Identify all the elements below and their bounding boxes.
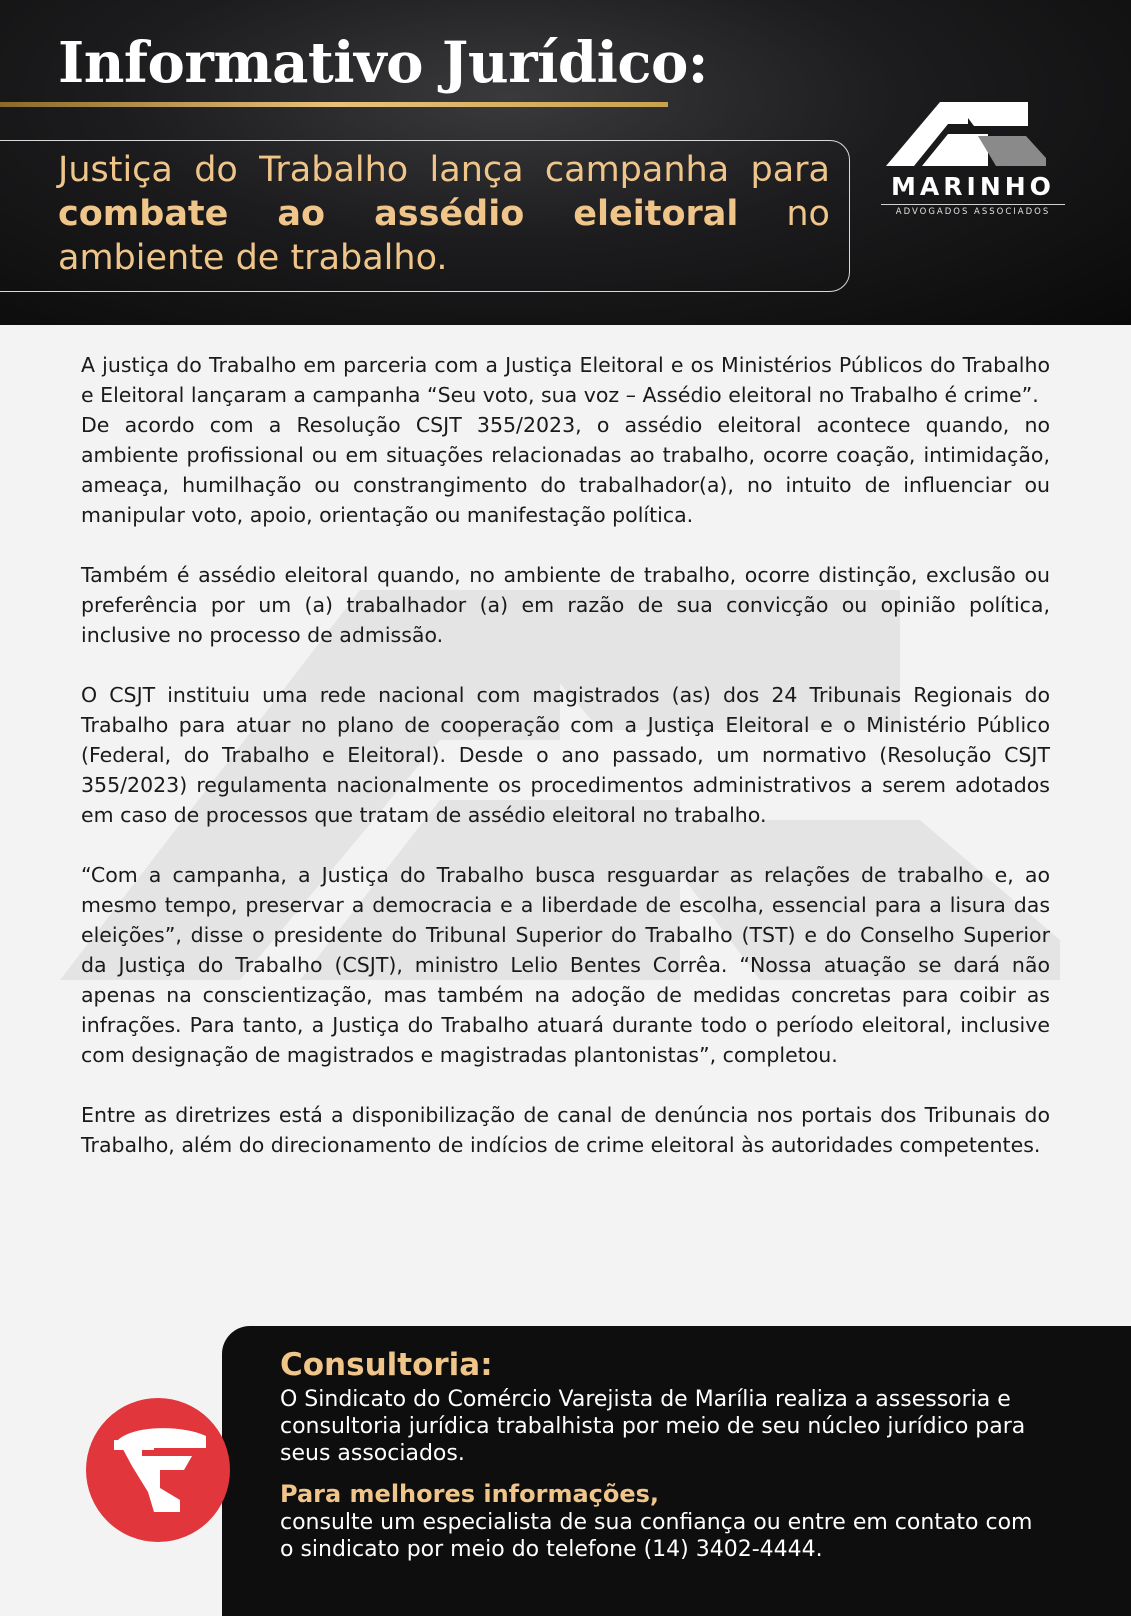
info-body: consulte um especialista de sua confiança ou entre em contato com o sindicato por meio do telefone (14) 3402-4444.	[280, 1510, 1033, 1562]
paragraph-campaign: A justiça do Trabalho em parceria com a Justiça Eleitoral e os Ministérios Públicos do Trabalho e Eleitoral lançaram a campanha “Seu voto, sua voz – Assédio eleitoral no Trabalho é crime”.	[81, 353, 1050, 407]
paragraph-definition: De acordo com a Resolução CSJT 355/2023, o assédio eleitoral acontece quando, no ambiente profissional ou em situações relacionadas ao trabalho, ocorre coação, intimidação, ameaça, humilhação ou constrangimento do trabalhador(a), no intuito de influenciar ou manipular voto, apoio, orientação ou manifestação política.	[81, 413, 1050, 527]
page-title: Informativo Jurídico:	[58, 30, 708, 96]
gold-divider	[0, 102, 668, 107]
info-title: Para melhores informações,	[280, 1480, 660, 1508]
footer-content	[280, 1346, 1050, 1563]
paragraph-guidelines: Entre as diretrizes está a disponibilização de canal de denúncia nos portais dos Tribunais do Trabalho, além do direcionamento de indícios de crime eleitoral às autoridades competentes.	[81, 1103, 1050, 1157]
header-banner	[0, 0, 1131, 325]
paragraph-distinction: Também é assédio eleitoral quando, no ambiente de trabalho, ocorre distinção, exclusão ou preferência por um (a) trabalhador (a) em razão de sua convicção ou opinião política, inclusive no processo de admissão.	[81, 563, 1050, 647]
headline	[58, 148, 830, 280]
paragraph-quote: “Com a campanha, a Justiça do Trabalho busca resguardar as relações de trabalho e, ao mesmo tempo, preservar a democracia e a liberdade de escolha, essencial para a lisura das eleições”, disse o presidente do Tribunal Superior do Trabalho (TST) e do Conselho Superior da Justiça do Trabalho (CSJT), ministro Lelio Bentes Corrêa. “Nossa atuação se dará não apenas na conscientização, mas também na adoção de medidas concretas para coibir as infrações. Para tanto, a Justiça do Trabalho atuará durante todo o período eleitoral, inclusive com designação de magistrados e magistradas plantonistas”, completou.	[81, 863, 1050, 1067]
consultoria-body: O Sindicato do Comércio Varejista de Marília realiza a assessoria e consultoria jurídica trabalhista por meio de seu núcleo jurídico para seus associados.	[280, 1387, 1026, 1466]
paragraph-network: O CSJT instituiu uma rede nacional com magistrados (as) dos 24 Tribunais Regionais do Trabalho para atuar no plano de cooperação com a Justiça Eleitoral e o Ministério Público (Federal, do Trabalho e Eleitoral). Desde o ano passado, um normativo (Resolução CSJT 355/2023) regulamenta nacionalmente os procedimentos administrativos a serem adotados em caso de processos que tratam de assédio eleitoral no trabalho.	[81, 683, 1050, 827]
logo-subtitle: ADVOGADOS ASSOCIADOS	[895, 207, 1051, 217]
logo-name: MARINHO	[891, 172, 1055, 201]
logo-divider	[881, 204, 1065, 205]
headline-bold: combate ao assédio eleitoral	[58, 194, 739, 234]
headline-part2: no ambiente de trabalho.	[58, 194, 830, 278]
sincomercio-logo-icon	[84, 1396, 232, 1544]
marinho-logo	[878, 98, 1068, 223]
article-body	[81, 350, 1050, 1160]
consultoria-title: Consultoria:	[280, 1347, 493, 1383]
marinho-logo-mark-icon	[878, 98, 1068, 170]
headline-part1: Justiça do Trabalho lança campanha para	[58, 150, 830, 190]
